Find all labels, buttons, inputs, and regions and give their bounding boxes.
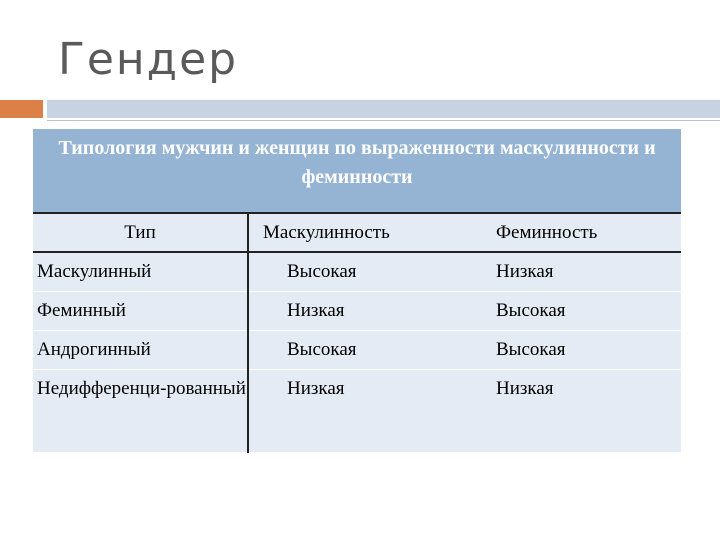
cell-masculinity: Высокая <box>248 252 466 292</box>
cell-masculinity: Низкая <box>248 292 466 331</box>
cell-masculinity: Высокая <box>248 331 466 370</box>
cell-type: Маскулинный <box>33 252 248 292</box>
table-caption-row <box>33 129 681 213</box>
cell-masculinity: Низкая <box>248 370 466 453</box>
cell-type: Андрогинный <box>33 331 248 370</box>
table-row <box>33 252 681 292</box>
table-row <box>33 331 681 370</box>
accent-bar-blue <box>47 100 720 118</box>
accent-bar-orange <box>0 100 43 118</box>
cell-type: Феминный <box>33 292 248 331</box>
header-type: Тип <box>33 213 248 252</box>
cell-femininity: Высокая <box>466 292 681 331</box>
divider-line <box>47 120 720 121</box>
cell-femininity: Низкая <box>466 370 681 453</box>
cell-femininity: Низкая <box>466 252 681 292</box>
cell-femininity: Высокая <box>466 331 681 370</box>
slide-title: Гендер <box>58 34 239 85</box>
header-femininity: Феминность <box>466 213 681 252</box>
header-masculinity: Маскулинность <box>248 213 466 252</box>
typology-table <box>33 129 681 453</box>
table-row <box>33 370 681 453</box>
table-row <box>33 292 681 331</box>
table-caption: Типология мужчин и женщин по выраженности маскулинности и феминности <box>33 129 681 213</box>
cell-type: Недифференци-рованный <box>33 370 248 453</box>
table-header-row <box>33 213 681 252</box>
